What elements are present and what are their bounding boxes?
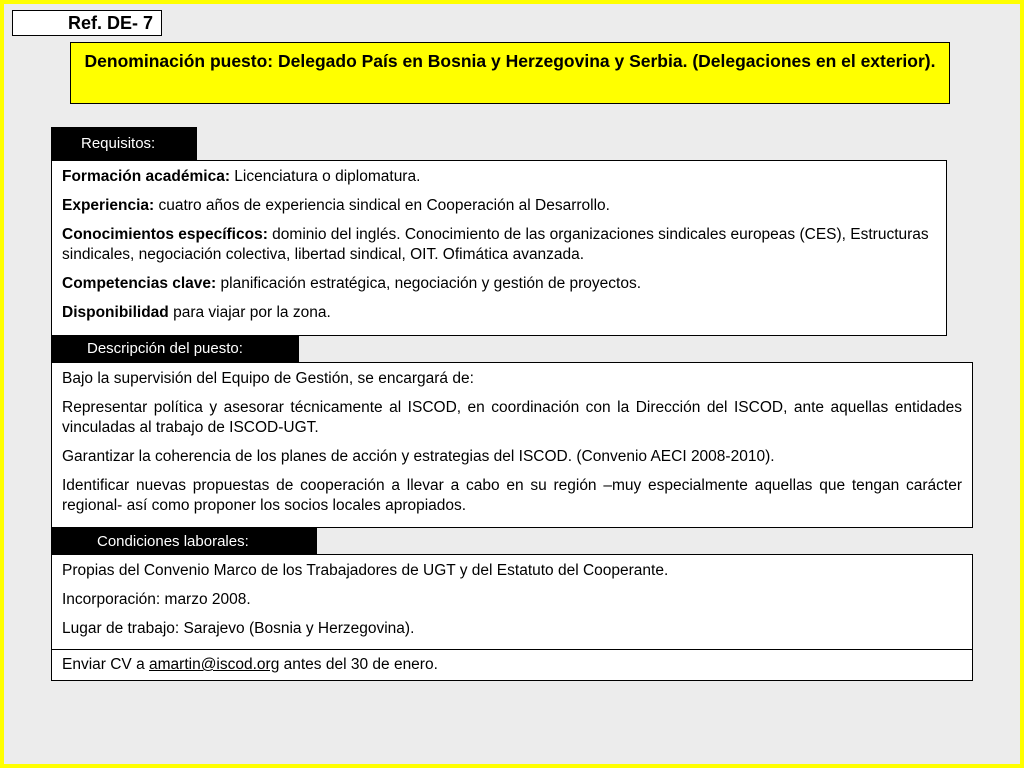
condicion-item: Propias del Convenio Marco de los Trabajadores de UGT y del Estatuto del Cooperante.	[62, 562, 669, 579]
tab-descripcion: Descripción del puesto:	[51, 336, 299, 362]
descripcion-item: Bajo la supervisión del Equipo de Gestión, se encargará de:	[62, 370, 474, 387]
condicion-item: Lugar de trabajo: Sarajevo (Bosnia y Herzegovina).	[62, 620, 415, 637]
contacto-prefix: Enviar CV a	[62, 656, 150, 673]
contacto-box	[51, 649, 973, 681]
condicion-item: Incorporación: marzo 2008.	[62, 591, 251, 608]
page-title: Denominación puesto: Delegado País en Bosnia y Herzegovina y Serbia. (Delegaciones en el exterior).	[70, 42, 950, 104]
descripcion-item: Garantizar la coherencia de los planes de acción y estrategias del ISCOD. (Convenio AECI 2008-2010).	[62, 448, 775, 465]
descripcion-item: Representar política y asesorar técnicamente al ISCOD, en coordinación con la Dirección del ISCOD, ante aquellas entidades vinculadas al trabajo de ISCOD-UGT.	[62, 399, 962, 436]
requisitos-box	[51, 160, 947, 336]
slide-page	[4, 4, 1020, 764]
requisito-disponibilidad: Disponibilidad para viajar por la zona.	[62, 304, 331, 321]
email-link[interactable]: amartin@iscod.org	[149, 656, 280, 673]
tab-condiciones: Condiciones laborales:	[51, 528, 317, 554]
descripcion-box	[51, 362, 973, 528]
reference-code: Ref. DE- 7	[12, 10, 162, 36]
tab-requisitos: Requisitos:	[51, 127, 197, 160]
requisito-conocimientos: Conocimientos específicos: dominio del inglés. Conocimiento de las organizaciones sindicales europeas (CES), Estructuras sindicales, negociación colectiva, libertad sindical, OIT. Ofimática avanzada.	[62, 226, 929, 263]
requisito-experiencia: Experiencia: cuatro años de experiencia sindical en Cooperación al Desarrollo.	[62, 197, 610, 214]
requisito-competencias: Competencias clave: planificación estratégica, negociación y gestión de proyectos.	[62, 275, 642, 292]
contacto-suffix: antes del 30 de enero.	[279, 656, 438, 673]
descripcion-item: Identificar nuevas propuestas de cooperación a llevar a cabo en su región –muy especialmente aquellas que tengan carácter regional- así como proponer los socios locales apropiados.	[62, 477, 962, 514]
requisito-formacion: Formación académica: Licenciatura o diplomatura.	[62, 168, 421, 185]
condiciones-box	[51, 554, 973, 650]
